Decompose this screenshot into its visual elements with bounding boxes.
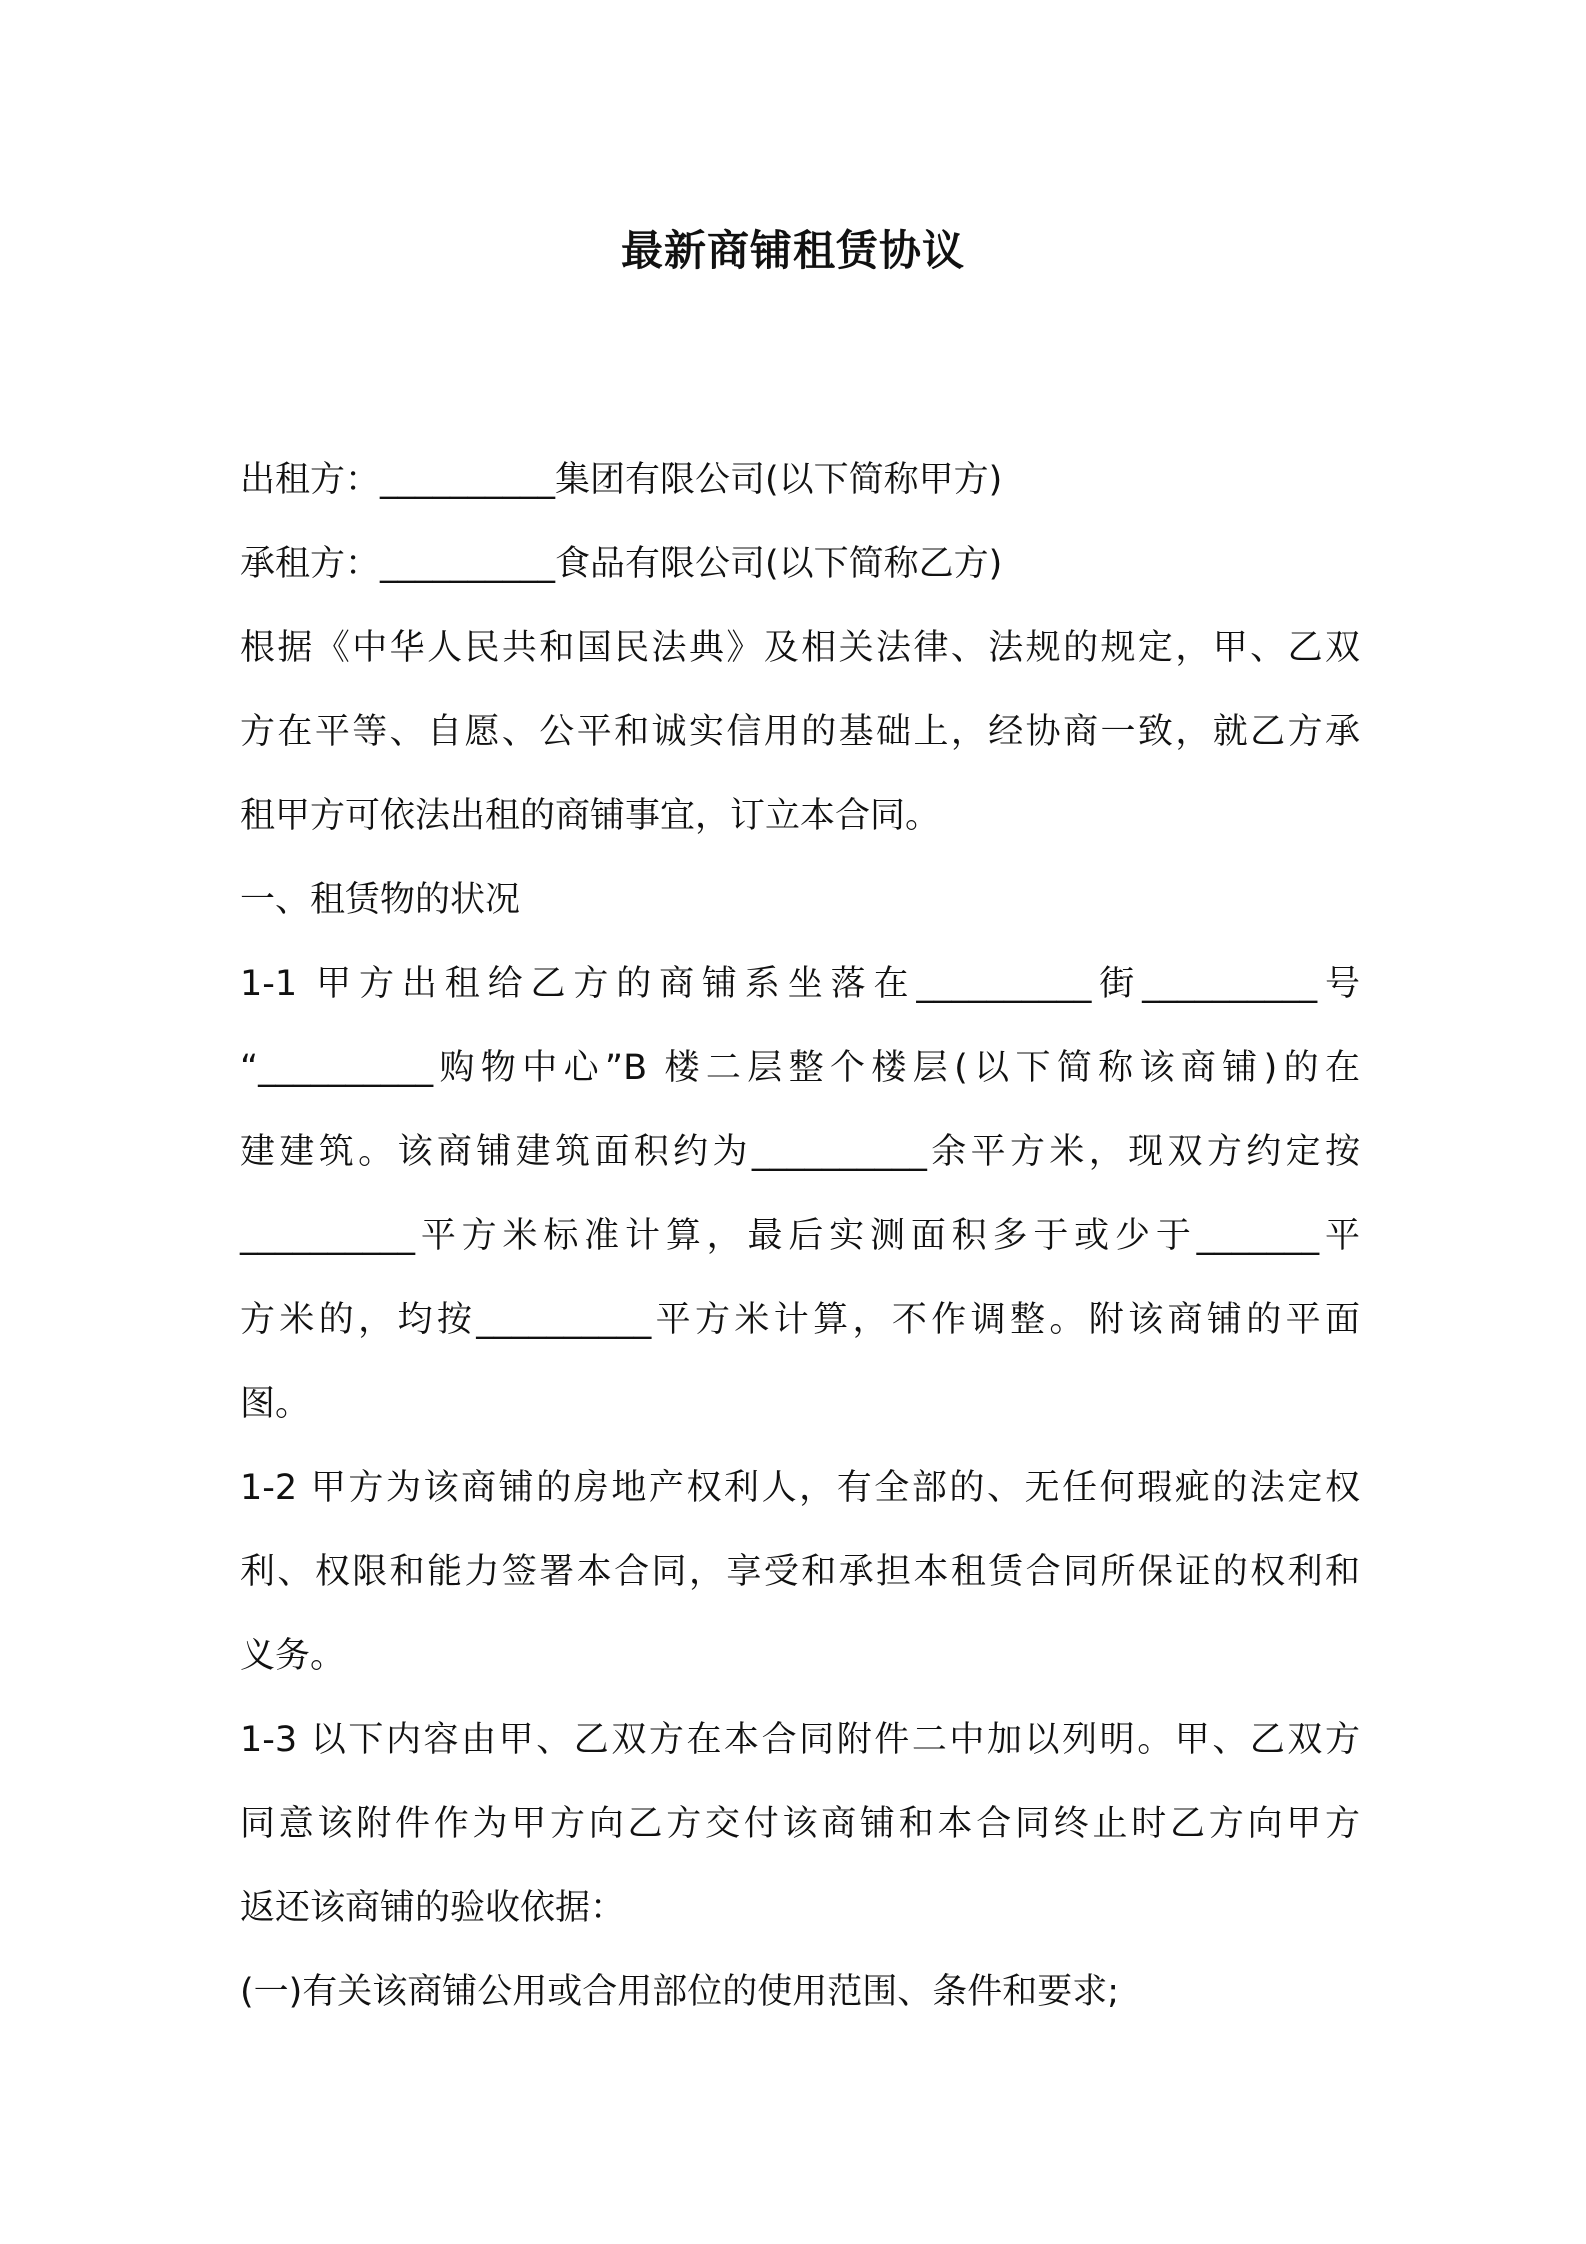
section-heading: 一、租赁物的状况 bbox=[240, 880, 521, 920]
paragraph-line: 方在平等、自愿、公平和诚实信用的基础上，经协商一致，就乙方承 bbox=[240, 712, 1360, 752]
list-item: (一)有关该商铺公用或合用部位的使用范围、条件和要求; bbox=[240, 1972, 1120, 2012]
clause-line: 1-1 甲方出租给乙方的商铺系坐落在__________街__________号 bbox=[240, 964, 1360, 1004]
paragraph-line: 根据《中华人民共和国民法典》及相关法律、法规的规定，甲、乙双 bbox=[240, 628, 1360, 668]
lessee-line: 承租方：__________食品有限公司(以下简称乙方) bbox=[240, 544, 1003, 584]
clause-line: 图。 bbox=[240, 1384, 311, 1424]
clause-line: “__________购物中心”B 楼二层整个楼层(以下简称该商铺)的在 bbox=[240, 1048, 1360, 1088]
document-body bbox=[240, 452, 1360, 2048]
clause-line: 义务。 bbox=[240, 1636, 346, 1676]
document-title: 最新商铺租赁协议 bbox=[620, 226, 965, 275]
clause-line: 利、权限和能力签署本合同，享受和承担本租赁合同所保证的权利和 bbox=[240, 1552, 1360, 1592]
clause-line: 方米的，均按__________平方米计算，不作调整。附该商铺的平面 bbox=[240, 1300, 1360, 1340]
clause-line: 1-3 以下内容由甲、乙双方在本合同附件二中加以列明。甲、乙双方 bbox=[240, 1720, 1360, 1760]
clause-line: 返还该商铺的验收依据： bbox=[240, 1888, 626, 1928]
clause-line: __________平方米标准计算，最后实测面积多于或少于_______平 bbox=[240, 1216, 1360, 1256]
paragraph-line: 租甲方可依法出租的商铺事宜，订立本合同。 bbox=[240, 796, 941, 836]
lessor-line: 出租方：__________集团有限公司(以下简称甲方) bbox=[240, 460, 1003, 500]
clause-line: 1-2 甲方为该商铺的房地产权利人，有全部的、无任何瑕疵的法定权 bbox=[240, 1468, 1360, 1508]
clause-line: 同意该附件作为甲方向乙方交付该商铺和本合同终止时乙方向甲方 bbox=[240, 1804, 1360, 1844]
clause-line: 建建筑。该商铺建筑面积约为__________余平方米，现双方约定按 bbox=[240, 1132, 1360, 1172]
